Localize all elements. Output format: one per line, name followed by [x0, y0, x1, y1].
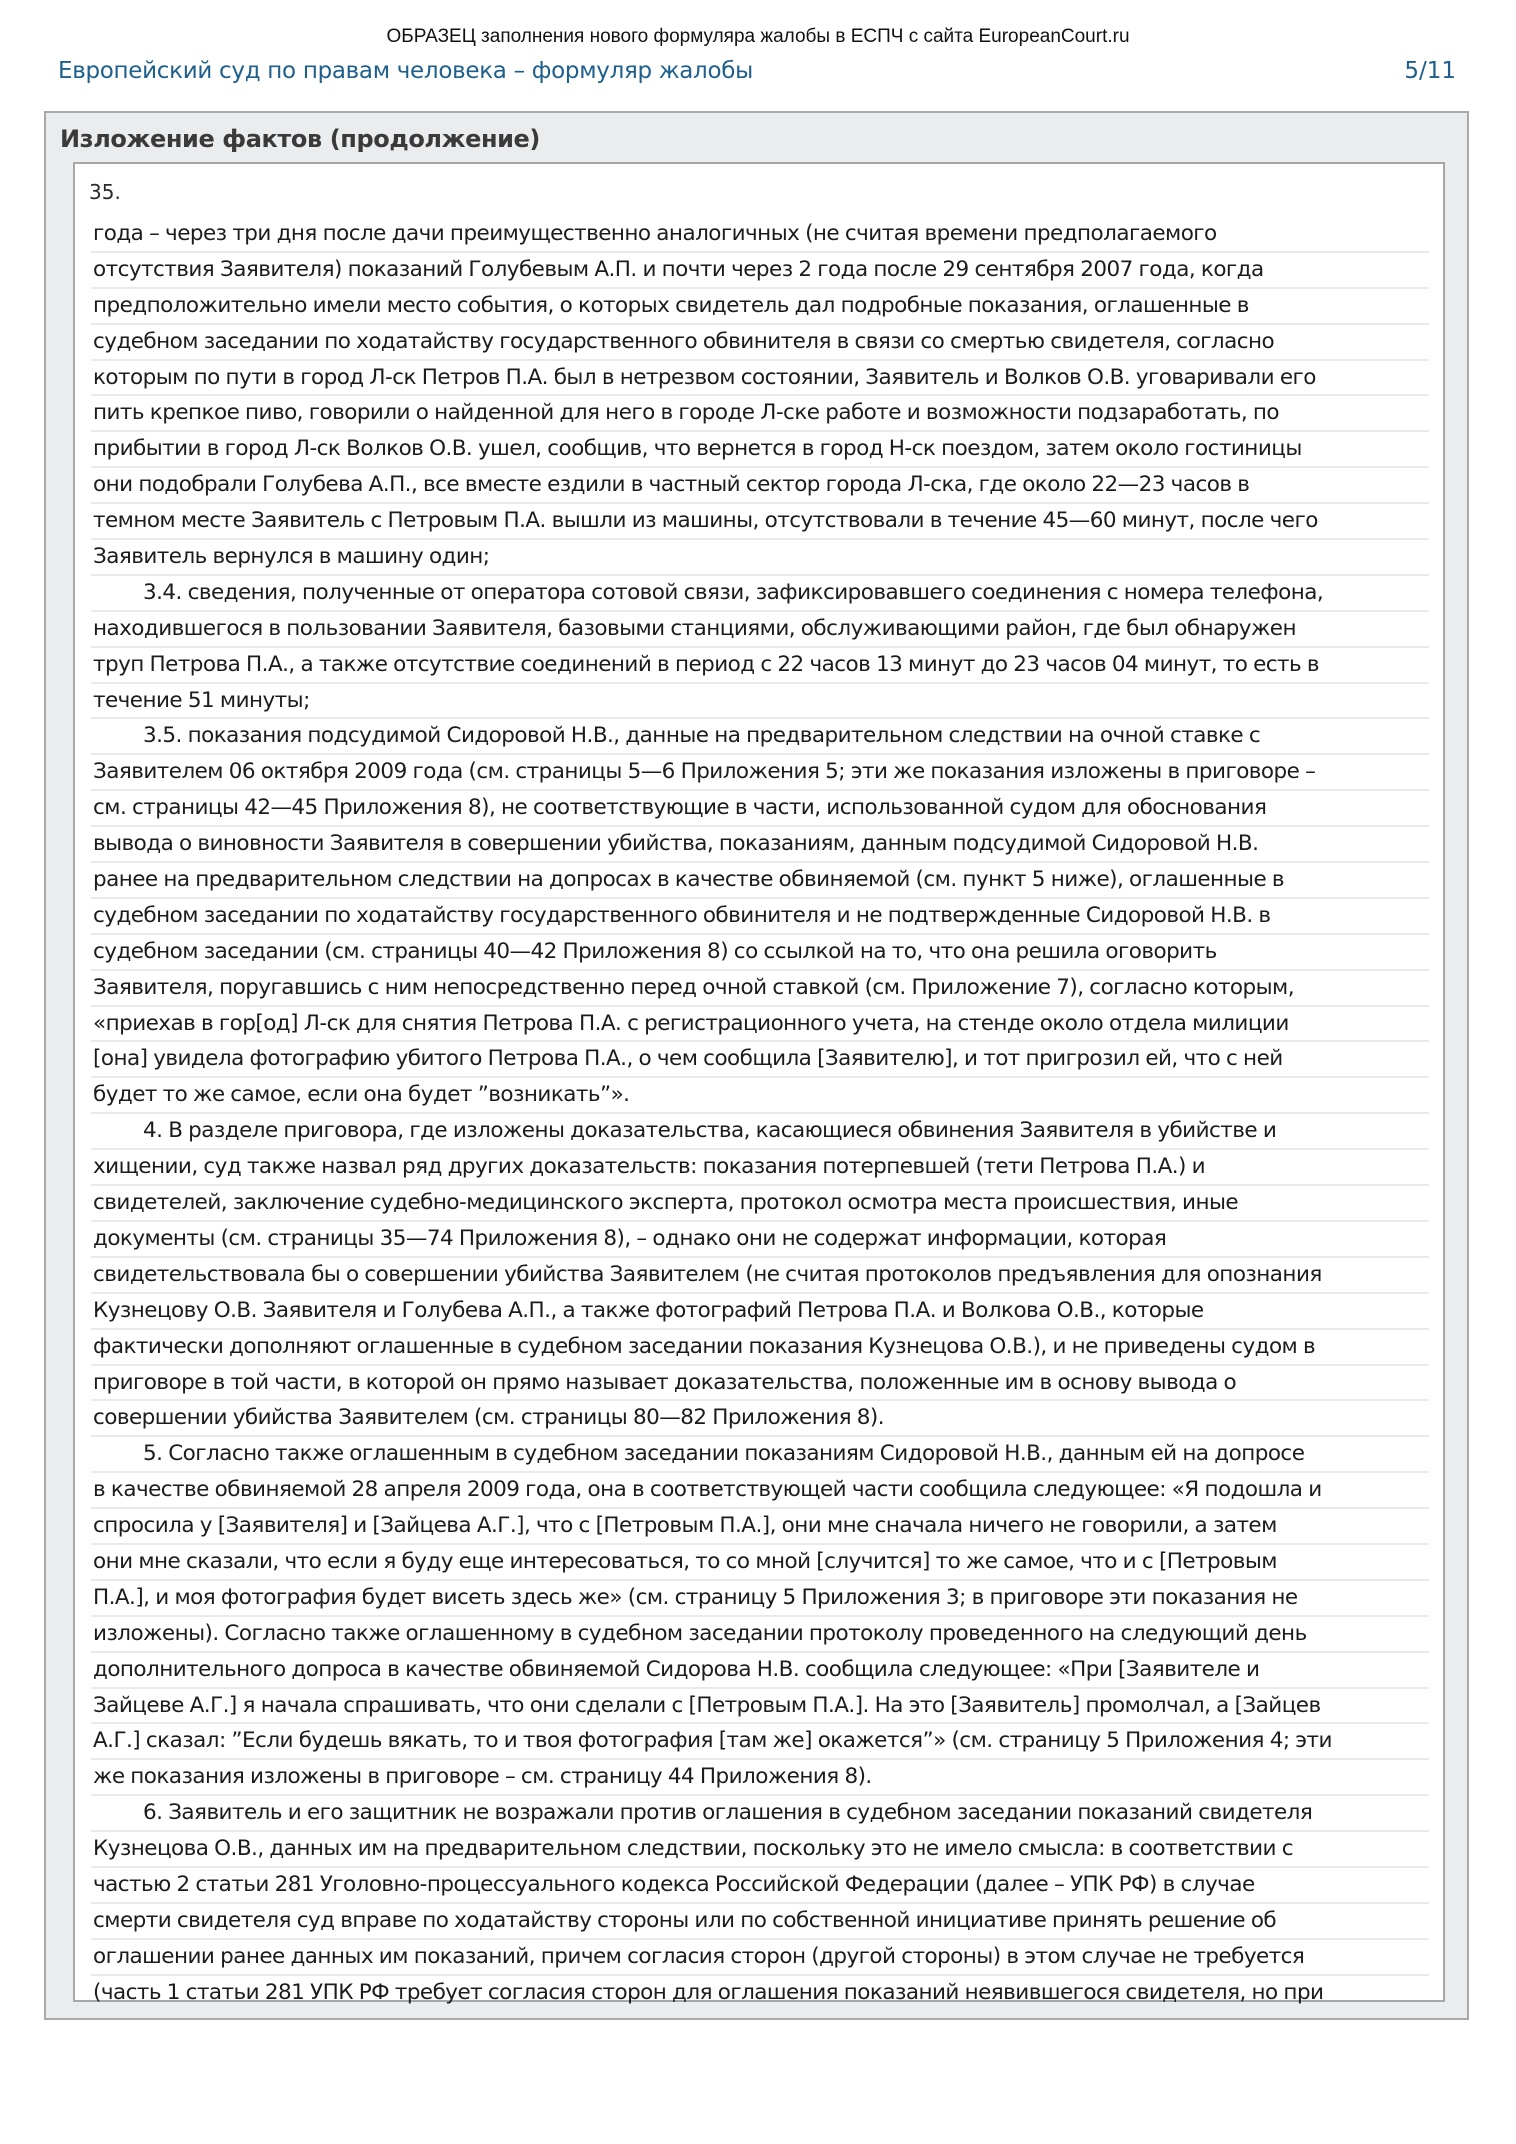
text-line: года – через три дня после дачи преимущественно аналогичных (не считая времени предполагаемого	[91, 217, 1429, 253]
text-line: частью 2 статьи 281 Уголовно-процессуального кодекса Российской Федерации (далее – УПК РФ) в случае	[91, 1868, 1429, 1904]
text-line: будет то же самое, если она будет ”возникать”».	[91, 1078, 1429, 1114]
text-line: оглашении ранее данных им показаний, причем согласия сторон (другой стороны) в этом случае не требуется	[91, 1940, 1429, 1976]
text-line: «приехав в гор[од] Л-ск для снятия Петрова П.А. с регистрационного учета, на стенде около отдела милиции	[91, 1007, 1429, 1043]
text-line: хищении, суд также назвал ряд других доказательств: показания потерпевшей (тети Петрова П.А.) и	[91, 1150, 1429, 1186]
text-line: судебном заседании (см. страницы 40—42 Приложения 8) со ссылкой на то, что она решила оговорить	[91, 935, 1429, 971]
text-line: см. страницы 42—45 Приложения 8), не соответствующие в части, использованной судом для обоснования	[91, 791, 1429, 827]
text-line: Заявителя, поругавшись с ним непосредственно перед очной ставкой (см. Приложение 7), согласно которым,	[91, 971, 1429, 1007]
text-line: ранее на предварительном следствии на допросах в качестве обвиняемой (см. пункт 5 ниже), оглашенные в	[91, 863, 1429, 899]
text-line: они подобрали Голубева А.П., все вместе ездили в частный сектор города Л-ска, где около 22—23 часов в	[91, 468, 1429, 504]
text-line: 6. Заявитель и его защитник не возражали против оглашения в судебном заседании показаний свидетеля	[91, 1796, 1429, 1832]
text-line: дополнительного допроса в качестве обвиняемой Сидорова Н.В. сообщила следующее: «При [Заявителе и	[91, 1653, 1429, 1689]
form-title: Европейский суд по правам человека – формуляр жалобы	[58, 58, 753, 84]
text-line: изложены). Согласно также оглашенному в судебном заседании протоколу проведенного на следующий день	[91, 1617, 1429, 1653]
text-line: Кузнецову О.В. Заявителя и Голубева А.П., а также фотографий Петрова П.А. и Волкова О.В., которые	[91, 1294, 1429, 1330]
text-line: находившегося в пользовании Заявителя, базовыми станциями, обслуживающими район, где был обнаружен	[91, 612, 1429, 648]
text-line: [она] увидела фотографию убитого Петрова П.А., о чем сообщила [Заявителю], и тот пригрозил ей, что с ней	[91, 1042, 1429, 1078]
text-line: Заявитель вернулся в машину один;	[91, 540, 1429, 576]
text-line: отсутствия Заявителя) показаний Голубевым А.П. и почти через 2 года после 29 сентября 2007 года, когда	[91, 253, 1429, 289]
text-line: Заявителем 06 октября 2009 года (см. страницы 5—6 Приложения 5; эти же показания изложены в приговоре –	[91, 755, 1429, 791]
text-line: совершении убийства Заявителем (см. страницы 80—82 Приложения 8).	[91, 1401, 1429, 1437]
text-line: 5. Согласно также оглашенным в судебном заседании показаниям Сидоровой Н.В., данным ей на допросе	[91, 1437, 1429, 1473]
facts-text-lines	[91, 217, 1429, 2012]
text-line: вывода о виновности Заявителя в совершении убийства, показаниям, данным подсудимой Сидоровой Н.В.	[91, 827, 1429, 863]
facts-text-field[interactable]	[73, 162, 1445, 2005]
text-line: фактически дополняют оглашенные в судебном заседании показания Кузнецова О.В.), и не приведены судом в	[91, 1330, 1429, 1366]
statement-of-facts-panel	[44, 111, 1469, 2020]
sample-notice: ОБРАЗЕЦ заполнения нового формуляра жалобы в ЕСПЧ с сайта EuropeanCourt.ru	[386, 26, 1130, 47]
page-number: 5/11	[1404, 58, 1456, 84]
text-line: пить крепкое пиво, говорили о найденной для него в городе Л-ске работе и возможности подзаработать, по	[91, 396, 1429, 432]
text-line: труп Петрова П.А., а также отсутствие соединений в период с 22 часов 13 минут до 23 часов 04 минут, то есть в	[91, 648, 1429, 684]
text-line: Кузнецова О.В., данных им на предварительном следствии, поскольку это не имело смысла: в соответствии с	[91, 1832, 1429, 1868]
text-line: свидетелей, заключение судебно-медицинского эксперта, протокол осмотра места происшествия, иные	[91, 1186, 1429, 1222]
text-line: П.А.], и моя фотография будет висеть здесь же» (см. страницу 5 Приложения 3; в приговоре эти показания не	[91, 1581, 1429, 1617]
text-line: 4. В разделе приговора, где изложены доказательства, касающиеся обвинения Заявителя в убийстве и	[91, 1114, 1429, 1150]
text-line: в качестве обвиняемой 28 апреля 2009 года, она в соответствующей части сообщила следующее: «Я подошла и	[91, 1473, 1429, 1509]
text-line: прибытии в город Л-ск Волков О.В. ушел, сообщив, что вернется в город Н-ск поездом, затем около гостиницы	[91, 432, 1429, 468]
text-line: же показания изложены в приговоре – см. страницу 44 Приложения 8).	[91, 1760, 1429, 1796]
text-line: предположительно имели место события, о которых свидетель дал подробные показания, оглашенные в	[91, 289, 1429, 325]
text-line: смерти свидетеля суд вправе по ходатайству стороны или по собственной инициативе принять решение об	[91, 1904, 1429, 1940]
text-line: судебном заседании по ходатайству государственного обвинителя и не подтвержденные Сидоровой Н.В. в	[91, 899, 1429, 935]
text-line: судебном заседании по ходатайству государственного обвинителя в связи со смертью свидетеля, согласно	[91, 325, 1429, 361]
text-line: документы (см. страницы 35—74 Приложения 8), – однако они не содержат информации, которая	[91, 1222, 1429, 1258]
text-line: (часть 1 статьи 281 УПК РФ требует согласия сторон для оглашения показаний неявившегося свидетеля, но при	[93, 1979, 1324, 2005]
text-line: течение 51 минуты;	[91, 684, 1429, 720]
text-line: темном месте Заявитель с Петровым П.А. вышли из машины, отсутствовали в течение 45—60 минут, после чего	[91, 504, 1429, 540]
field-number: 35.	[89, 180, 121, 204]
text-line: которым по пути в город Л-ск Петров П.А. был в нетрезвом состоянии, Заявитель и Волков О.В. уговаривали его	[91, 361, 1429, 397]
text-line: 3.5. показания подсудимой Сидоровой Н.В., данные на предварительном следствии на очной ставке с	[91, 719, 1429, 755]
text-line: Зайцеве А.Г.] я начала спрашивать, что они сделали с [Петровым П.А.]. На это [Заявитель] промолчал, а [Зайцев	[91, 1689, 1429, 1725]
section-title: Изложение фактов (продолжение)	[60, 125, 541, 153]
text-line: они мне сказали, что если я буду еще интересоваться, то со мной [случится] то же самое, что и с [Петровым	[91, 1545, 1429, 1581]
text-line: приговоре в той части, в которой он прямо называет доказательства, положенные им в основу вывода о	[91, 1366, 1429, 1402]
text-line: А.Г.] сказал: ”Если будешь вякать, то и твоя фотография [там же] окажется”» (см. страницу 5 Приложения 4; эти	[91, 1724, 1429, 1760]
text-line: спросила у [Заявителя] и [Зайцева А.Г.], что с [Петровым П.А.], они мне сначала ничего не говорили, а затем	[91, 1509, 1429, 1545]
text-line: свидетельствовала бы о совершении убийства Заявителем (не считая протоколов предъявления для опознания	[91, 1258, 1429, 1294]
text-line: 3.4. сведения, полученные от оператора сотовой связи, зафиксировавшего соединения с номера телефона,	[91, 576, 1429, 612]
